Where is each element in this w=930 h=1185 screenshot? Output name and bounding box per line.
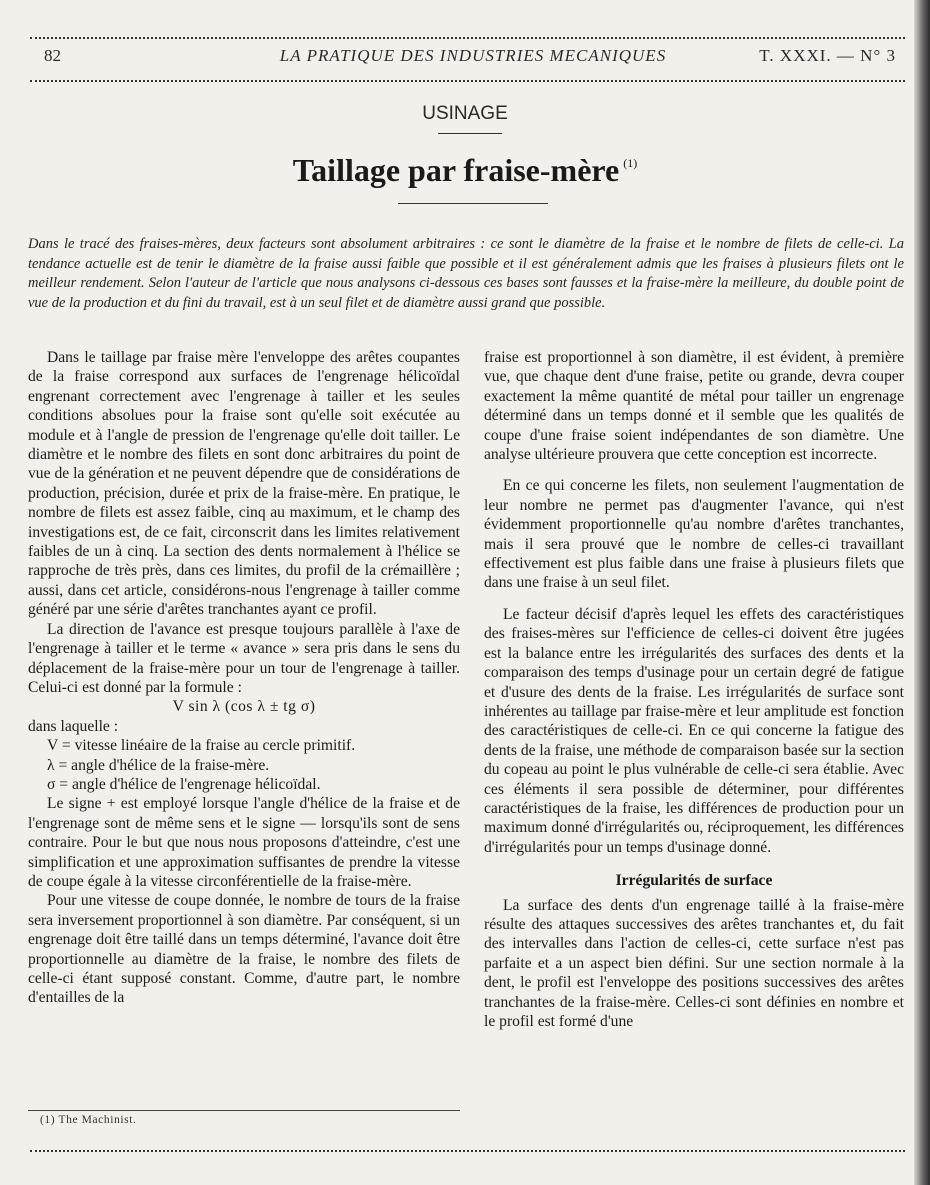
formula-definition: V = vitesse linéaire de la fraise au cercle primitif. [47,737,356,755]
article-lead: Dans le tracé des fraises-mères, deux facteurs sont absolument arbitraires : ce sont le diamètre de la fraise et le nombre de filets de celle-ci. La tendance actuelle est de tenir le diamètre de la fraise aussi faible que possible et il est généralement admis que les fraises à plusieurs filets ont le meilleur rendement. Selon l'auteur de l'article que nous analysons ci-dessous ces bases sont fausses et la fraise-mère la meilleure, du double point de vue de la production et du fini du travail, est à un seul filet et de diamètre aussi grand que possible. [28,236,904,311]
right-column [484,348,904,1031]
formula-definition: σ = angle d'hélice de l'engrenage hélicoïdal. [47,775,321,793]
footnote-rule [28,1110,460,1111]
top-dotted-rule [30,37,905,39]
paragraph: La direction de l'avance est presque toujours parallèle à l'axe de l'engrenage à tailler et le terme « avance » sera pris dans le sens du déplacement de la fraise-mère pour un tour de l'engrenage à tailler. Celui-ci est donné par la formule : [28,620,460,696]
paragraph: La surface des dents d'un engrenage taillé à la fraise-mère résulte des attaques successives des arêtes tranchantes et, du fait des intervalles dans l'action de celles-ci, cette surface n'est pas parfaite et a un aspect bien défini. Sur une section normale à la dent, le profil est l'enveloppe des positions successives des arêtes tranchantes de la fraise-mère. Celles-ci sont définies en nombre et le profil est formé d'une [484,896,904,1030]
left-column [28,348,460,1008]
title-underline [398,203,548,204]
title-footnote-ref: (1) [623,156,638,170]
journal-title: LA PRATIQUE DES INDUSTRIES MECANIQUES [279,46,667,65]
bottom-dotted-rule [30,1150,905,1152]
section-label: USINAGE [422,103,508,124]
paragraph: Le signe + est employé lorsque l'angle d'hélice de la fraise et de l'engrenage sont de même sens et le signe — lorsqu'ils sont de sens contraire. Pour le but que nous nous proposons d'atteindre, c'est une simplification et une approximation suffisantes de prendre la vitesse de coupe égale à la vitesse circonférentielle de la fraise-mère. [28,795,460,890]
footnote: (1) The Machinist. [40,1114,137,1126]
paragraph: Dans le taillage par fraise mère l'enveloppe des arêtes coupantes de la fraise correspond aux surfaces de l'engrenage hélicoïdal engrenant correctement avec l'engrenage à tailler et les seules conditions absolues pour la fraise sont qu'elle soit exécutée au module et à l'angle de pression de l'engrenage qu'elle doit tailler. Le diamètre et le nombre des filets en sont donc arbitraires du point de vue de la génération et ne peuvent dépendre que de considérations de production, précision, durée et prix de la fraise-mère. En pratique, le nombre de filets est assez faible, cinq au maximum, et le champ des investigations est, de ce fait, circonscrit dans les limites relativement faibles de un à cinq. La section des dents normalement à l'hélice se rapproche de très près, dans ces limites, du profil de la crémaillère ; aussi, dans cet article, considérons-nous l'engrenage à tailler comme généré par une série d'arêtes tranchantes ayant ce profil. [28,349,460,619]
running-header [44,46,902,70]
page-number: 82 [44,46,61,65]
formula-definition: λ = angle d'hélice de la fraise-mère. [47,756,270,774]
paragraph: fraise est proportionnel à son diamètre, il est évident, à première vue, que chaque dent d'une fraise, petite ou grande, devra couper exactement la même quantité de métal pour tailler un engrenage déterminé dans un temps donné et il semble que les qualités de coupe d'une fraise soient indépendantes de son diamètre. Une analyse ultérieure prouvera que cette conception est incorrecte. [484,349,904,464]
paragraph: Le facteur décisif d'après lequel les effets des caractéristiques des fraises-mères sur l'efficience de celles-ci doivent être jugées est la balance entre les irrégularités des surfaces des dents et la comparaison des temps d'usinage pour un certain degré de fatigue et d'usure des dents de la fraise. Les irrégularités de surface sont inhérentes au taillage par fraise-mère et leur amplitude est fonction des caractéristiques de celle-ci. En ce qui concerne la fatigue des dents de la fraise, une méthode de comparaison basée sur la section du copeau au point le plus vulnérable de celle-ci sera établie. Avec ces éléments il sera possible de déterminer, pour différentes caractéristiques de la fraise, les différences de production pour un maximum donné d'irrégularités ou, réciproquement, les différences d'irrégularités pour un temps d'usinage donné. [484,605,905,856]
article-title [0,152,930,189]
article-title-text: Taillage par fraise-mère [292,152,620,188]
header-dotted-rule [30,80,905,82]
subheading: Irrégularités de surface [615,872,773,890]
formula-where: dans laquelle : [28,717,119,735]
section-underline [438,133,502,134]
paragraph: Pour une vitesse de coupe donnée, le nombre de tours de la fraise sera inversement proportionnel à son diamètre. Par conséquent, si un engrenage doit être taillé dans un temps déterminé, l'avance doit être proportionnelle au diamètre de la fraise, le nombre des filets de celle-ci étant supposé constant. Comme, d'autre part, le nombre d'entailles de la [28,892,460,1007]
paragraph: En ce qui concerne les filets, non seulement l'augmentation de leur nombre ne permet pas d'augmenter l'avance, qui n'est évidemment proportionnelle qu'au nombre d'arêtes tranchantes, mais il sera prouvé que le nombre de celles-ci travaillant effectivement est plus faible dans une fraise à plusieurs filets que dans une fraise à un seul filet. [484,477,904,592]
feed-formula: V sin λ (cos λ ± tg σ) [172,698,316,716]
issue-number: T. XXXI. — N° 3 [759,46,896,65]
